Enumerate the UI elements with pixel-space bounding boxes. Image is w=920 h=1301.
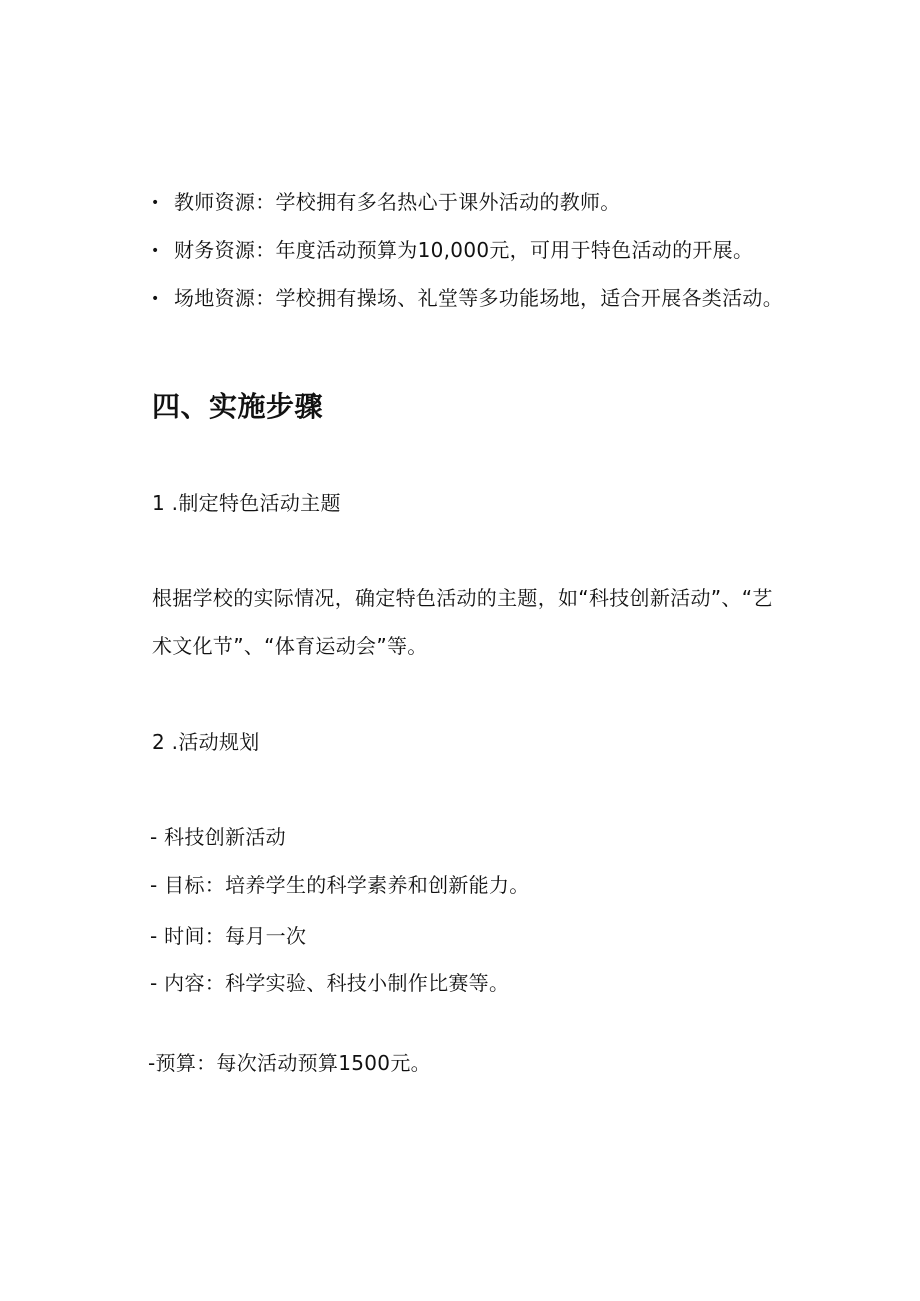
bullet-marker: • [151,195,160,211]
bullet-marker: • [151,243,160,259]
step-1-paragraph-line-2: 术文化节”、“体育运动会”等。 [152,634,428,658]
resource-item-finance: 财务资源：年度活动预算为10,000元，可用于特色活动的开展。 [174,238,754,262]
list-item: - 目标：培养学生的科学素养和创新能力。 [150,873,530,897]
step-2-heading: 2 .活动规划 [152,730,260,754]
budget-line: -预算：每次活动预算1500元。 [148,1051,431,1075]
step-1-paragraph-line-1: 根据学校的实际情况，确定特色活动的主题，如“科技创新活动”、“艺 [152,586,773,610]
section-heading: 四、实施步骤 [152,390,324,423]
bullet-marker: • [151,291,160,307]
resource-item-teachers: 教师资源：学校拥有多名热心于课外活动的教师。 [174,190,621,214]
list-item: - 科技创新活动 [150,825,286,849]
list-item: - 时间：每月一次 [150,924,307,948]
resource-item-venue: 场地资源：学校拥有操场、礼堂等多功能场地，适合开展各类活动。 [174,286,783,310]
list-item: - 内容：科学实验、科技小制作比赛等。 [150,971,510,995]
step-1-heading: 1 .制定特色活动主题 [152,491,341,515]
